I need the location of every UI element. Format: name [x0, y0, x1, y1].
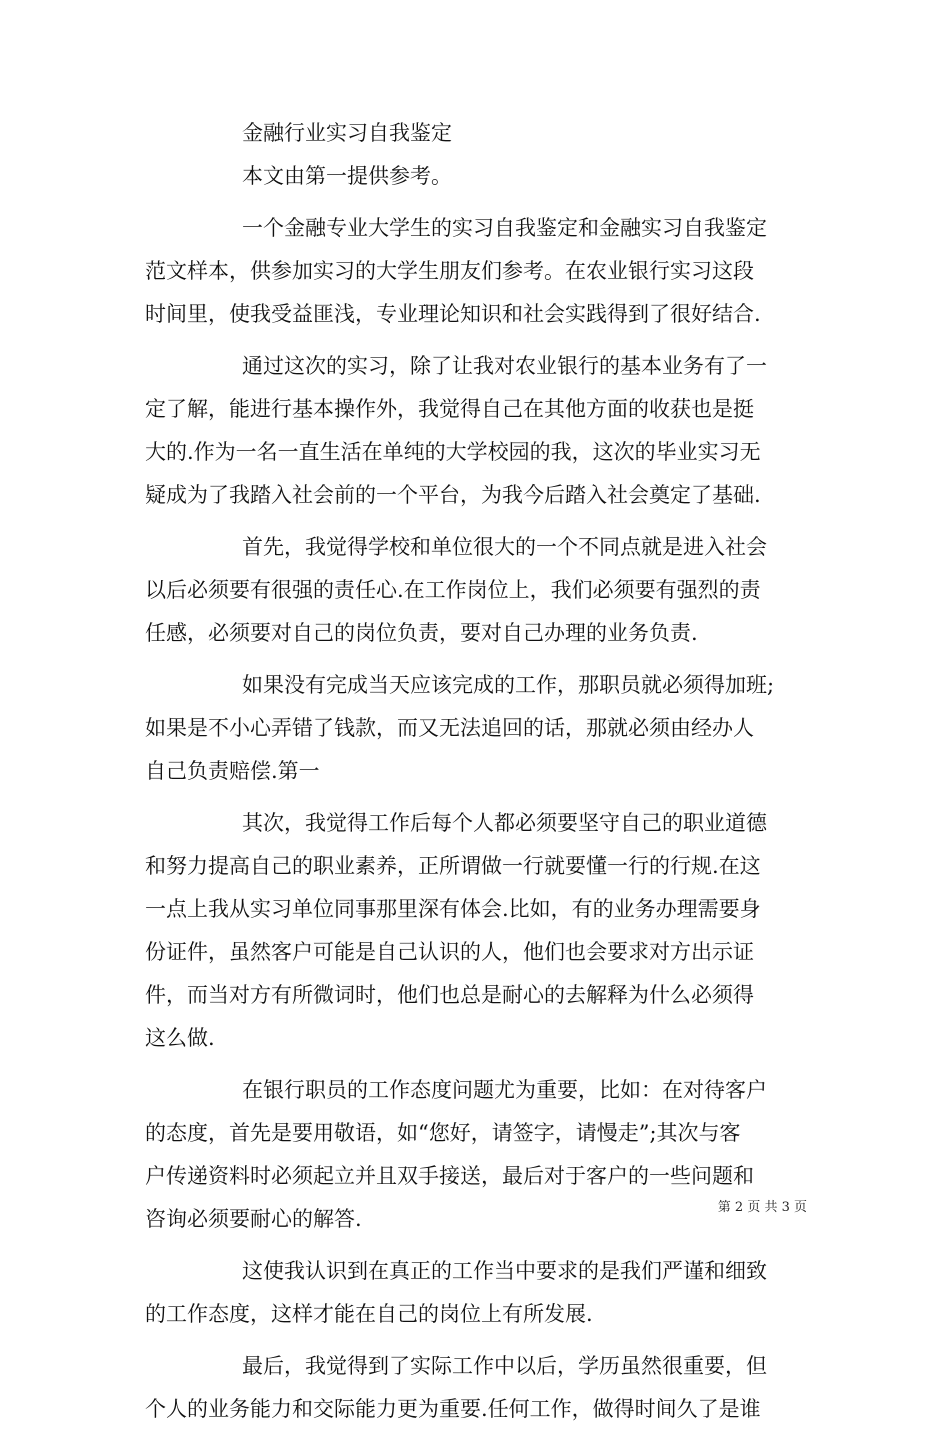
- text-line: 一点上我从实习单位同事那里深有体会.比如，有的业务办理需要身: [145, 897, 761, 921]
- text-line: 范文样本，供参加实习的大学生朋友们参考。在农业银行实习这段: [145, 259, 754, 283]
- text-line: 自己负责赔偿.第一: [145, 759, 320, 783]
- text-line: 户传递资料时必须起立并且双手接送，最后对于客户的一些问题和: [145, 1164, 754, 1188]
- text-line: 咨询必须要耐心的解答.: [145, 1207, 362, 1231]
- document-title: 金融行业实习自我鉴定: [242, 121, 452, 145]
- text-line: 这么做.: [145, 1026, 215, 1050]
- paragraph-gap: [145, 198, 809, 207]
- paragraph-gap: [145, 793, 809, 802]
- text-line: 如果没有完成当天应该完成的工作，那职员就必须得加班;: [242, 673, 775, 697]
- paragraph-gap: [145, 336, 809, 345]
- text-line: 通过这次的实习，除了让我对农业银行的基本业务有了一: [242, 354, 767, 378]
- paragraph-gap: [145, 655, 809, 664]
- text-line: 如果是不小心弄错了钱款，而又无法追回的话，那就必须由经办人: [145, 716, 754, 740]
- text-line: 时间里，使我受益匪浅，专业理论知识和社会实践得到了很好结合.: [145, 302, 761, 326]
- text-line: 的工作态度，这样才能在自己的岗位上有所发展.: [145, 1302, 593, 1326]
- text-line: 以后必须要有很强的责任心.在工作岗位上，我们必须要有强烈的责: [145, 578, 761, 602]
- paragraph-gap: [145, 1060, 809, 1069]
- paragraph-gap: [145, 1241, 809, 1250]
- text-line: 大的.作为一名一直生活在单纯的大学校园的我，这次的毕业实习无: [145, 440, 761, 464]
- text-line: 个人的业务能力和交际能力更为重要.任何工作，做得时间久了是谁: [145, 1397, 761, 1421]
- text-line: 疑成为了我踏入社会前的一个平台，为我今后踏入社会奠定了基础.: [145, 483, 761, 507]
- text-line: 的态度，首先是要用敬语，如“您好，请签字，请慢走”;其次与客: [145, 1121, 741, 1145]
- text-line: 定了解，能进行基本操作外，我觉得自己在其他方面的收获也是挺: [145, 397, 754, 421]
- text-line: 其次，我觉得工作后每个人都必须要坚守自己的职业道德: [242, 811, 767, 835]
- document-body: [145, 112, 809, 1431]
- text-line: 件，而当对方有所微词时，他们也总是耐心的去解释为什么必须得: [145, 983, 754, 1007]
- text-line: 最后，我觉得到了实际工作中以后，学历虽然很重要，但: [242, 1354, 767, 1378]
- text-line: 一个金融专业大学生的实习自我鉴定和金融实习自我鉴定: [242, 216, 767, 240]
- text-line: 这使我认识到在真正的工作当中要求的是我们严谨和细致: [242, 1259, 767, 1283]
- text-line: 首先，我觉得学校和单位很大的一个不同点就是进入社会: [242, 535, 767, 559]
- paragraph-gap: [145, 517, 809, 526]
- text-line: 份证件，虽然客户可能是自己认识的人，他们也会要求对方出示证: [145, 940, 754, 964]
- text-line: 本文由第一提供参考。: [242, 164, 452, 188]
- text-line: 和努力提高自己的职业素养，正所谓做一行就要懂一行的行规.在这: [145, 854, 761, 878]
- text-line: 任感，必须要对自己的岗位负责，要对自己办理的业务负责.: [145, 621, 698, 645]
- text-line: 在银行职员的工作态度问题尤为重要，比如：在对待客户: [242, 1078, 767, 1102]
- page-number-footer: 第 2 页 共 3 页: [717, 1200, 807, 1215]
